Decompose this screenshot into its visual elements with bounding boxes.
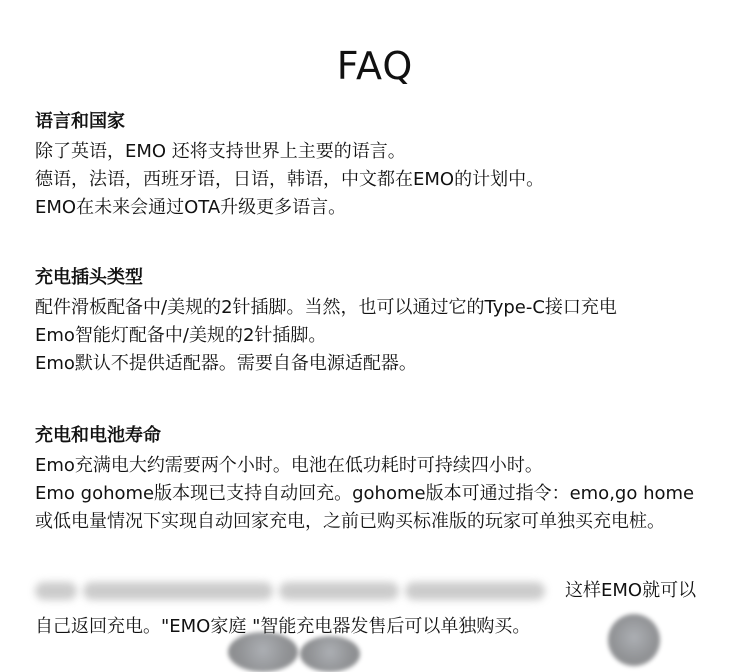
section-charging-plug: [35, 266, 725, 378]
section-battery: [35, 424, 725, 536]
page-title: FAQ: [336, 44, 414, 88]
robot-image-fragment: [300, 636, 360, 672]
blurred-segment: [35, 582, 77, 600]
section-line: 或低电量情况下实现自动回家充电，之前已购买标准版的玩家可单独买充电桩。: [35, 511, 665, 532]
section-line: 除了英语，EMO 还将支持世界上主要的语言。: [35, 141, 406, 162]
footer-tail-text: 这样EMO就可以: [565, 580, 697, 601]
section-heading: 充电和电池寿命: [35, 425, 161, 446]
section-line: EMO在未来会通过OTA升级更多语言。: [35, 197, 347, 218]
section-line: Emo gohome版本现已支持自动回充。gohome版本可通过指令：emo,go home: [35, 483, 695, 504]
blurred-segment: [83, 582, 273, 600]
section-heading: 充电插头类型: [35, 267, 143, 288]
section-line: Emo充满电大约需要两个小时。电池在低功耗时可持续四小时。: [35, 455, 543, 476]
section-line: 德语，法语，西班牙语，日语，韩语，中文都在EMO的计划中。: [35, 169, 545, 190]
section-line: 配件滑板配备中/美规的2针插脚。当然，也可以通过它的Type-C接口充电: [35, 297, 617, 318]
blurred-segment: [279, 582, 399, 600]
footer-last-line: 自己返回充电。"EMO家庭 "智能充电器发售后可以单独购买。: [35, 616, 531, 637]
section-line: Emo默认不提供适配器。需要自备电源适配器。: [35, 353, 417, 374]
section-languages: [35, 110, 725, 222]
section-line: Emo智能灯配备中/美规的2针插脚。: [35, 325, 327, 346]
blurred-segment: [405, 582, 545, 600]
section-heading: 语言和国家: [35, 111, 125, 132]
blurred-text: [35, 578, 555, 604]
robot-image-fragment: [608, 614, 660, 666]
